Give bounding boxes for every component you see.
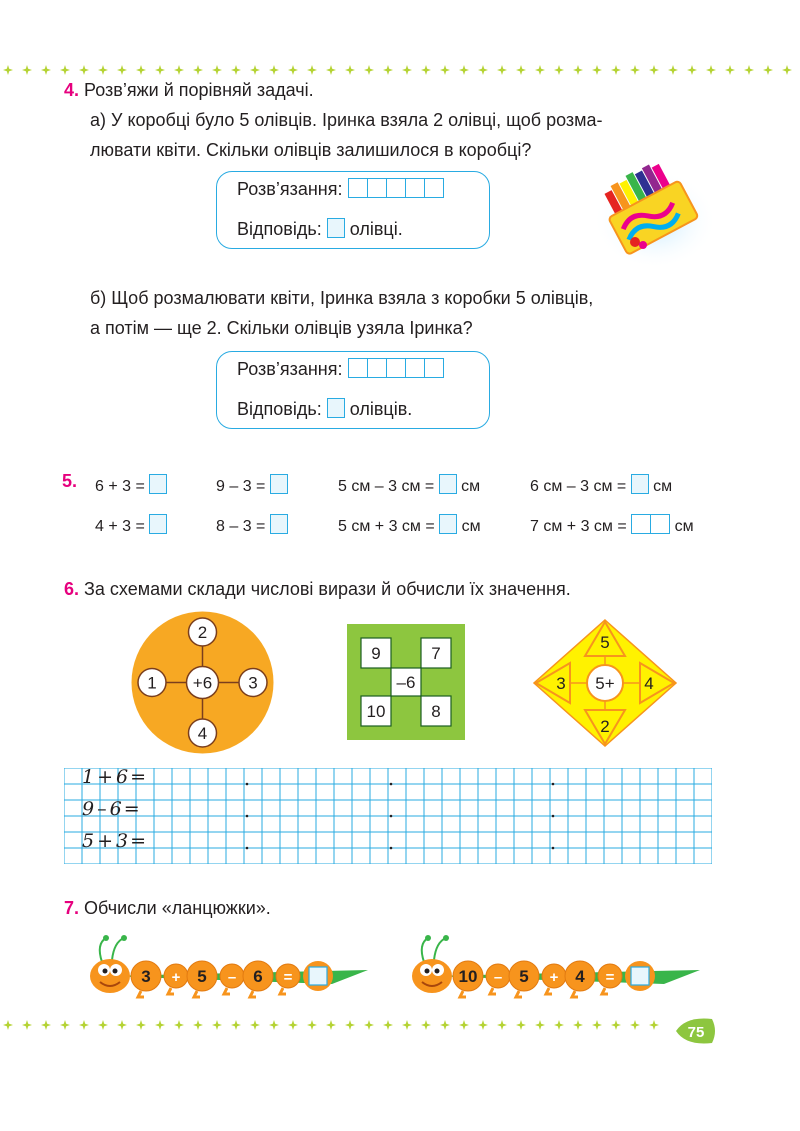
star-icon (649, 1020, 659, 1030)
circle-bottom-label: 4 (197, 724, 208, 743)
star-icon (326, 1020, 336, 1030)
page-number: 75 (687, 1024, 705, 1041)
star-icon (136, 1020, 146, 1030)
writing-grid[interactable] (64, 768, 712, 864)
diamond-bottom-label: 2 (600, 717, 610, 736)
star-icon (288, 1020, 298, 1030)
answer-cells[interactable] (631, 514, 670, 534)
written-expression-1: 1 + 6 = (82, 766, 147, 788)
grid-dot (552, 847, 555, 850)
chain-operator (220, 964, 244, 994)
task5-eq-6: 8 – 3 = (216, 514, 288, 536)
circle-left-label: 1 (147, 673, 157, 693)
task4a-answer-row (237, 218, 403, 240)
task4b-solution-cells[interactable] (348, 358, 444, 378)
task5-eq-1: 6 + 3 = (95, 474, 167, 496)
star-icon (478, 1020, 488, 1030)
star-icon (535, 1020, 545, 1030)
written-expression-2: 9 – 6 = (82, 798, 140, 820)
task6-heading (64, 574, 571, 604)
task4b-line1: б) Щоб розмалювати квіти, Іринка взяла з коробки 5 олівців, (90, 288, 594, 308)
chain-operator (542, 964, 566, 994)
task4-heading (64, 75, 314, 105)
star-icon (22, 1020, 32, 1030)
star-icon (630, 1020, 640, 1030)
square-scheme (347, 624, 465, 740)
grid-dot (390, 847, 393, 850)
chain-number (131, 961, 161, 997)
grid-dot (246, 783, 249, 786)
star-icon (364, 1020, 374, 1030)
task4b-answer-unit: олівців. (349, 399, 413, 419)
star-icon (288, 65, 298, 75)
star-icon (41, 65, 51, 75)
star-icon (459, 1020, 469, 1030)
star-icon (668, 65, 678, 75)
svg-text:=: = (283, 969, 293, 986)
star-icon (611, 1020, 621, 1030)
square-tl-label: 9 (371, 644, 381, 663)
chain-operator (164, 964, 188, 994)
star-icon (231, 65, 241, 75)
svg-text:=: = (605, 969, 615, 986)
caterpillar-chain-2 (410, 932, 720, 1012)
grid-dot (246, 815, 249, 818)
task4-title: Розв’яжи й порівняй задачі. (84, 80, 314, 100)
task4b-answer-label: Відповідь: (237, 399, 322, 419)
task4a-answer-box[interactable] (327, 218, 345, 238)
square-tr-label: 7 (431, 644, 441, 663)
svg-text:–: – (227, 969, 237, 986)
svg-text:6: 6 (253, 967, 263, 986)
task4b-solution-label: Розв’язання: (237, 359, 343, 379)
star-icon (782, 65, 792, 75)
svg-text:5: 5 (197, 967, 207, 986)
star-icon (231, 1020, 241, 1030)
task7-title: Обчисли «ланцюжки». (84, 898, 271, 918)
star-icon (421, 1020, 431, 1030)
task5-eq-8: 7 см + 3 см = см (530, 514, 694, 536)
star-icon (592, 65, 602, 75)
answer-box[interactable] (149, 474, 167, 494)
circle-top-label: 2 (197, 623, 208, 642)
star-icon (3, 1020, 13, 1030)
star-icon (592, 1020, 602, 1030)
chain-operator (276, 964, 300, 994)
task5-number: 5. (62, 471, 78, 491)
star-icon (269, 65, 279, 75)
diamond-right-label: 4 (644, 674, 654, 693)
star-icon (630, 65, 640, 75)
star-icon (573, 65, 583, 75)
star-icon (402, 1020, 412, 1030)
star-icon (174, 65, 184, 75)
square-br-label: 8 (431, 702, 441, 721)
star-icon (98, 1020, 108, 1030)
task5-eq-5: 4 + 3 = (95, 514, 167, 536)
chain-answer-box[interactable] (303, 961, 333, 991)
star-icon (554, 65, 564, 75)
svg-text:3: 3 (141, 967, 151, 986)
star-icon (402, 65, 412, 75)
chain-number (453, 961, 483, 997)
task4a-solution-frame (216, 171, 490, 249)
answer-box[interactable] (439, 474, 457, 494)
task4b-solution-frame (216, 351, 490, 429)
star-icon (649, 65, 659, 75)
star-icon (706, 65, 716, 75)
circle-right-label: 3 (248, 673, 258, 693)
star-icon (117, 1020, 127, 1030)
star-icon (345, 65, 355, 75)
written-expression-3: 5 + 3 = (82, 830, 147, 852)
task7-heading (64, 893, 271, 923)
grid-dot (390, 815, 393, 818)
task5-eq-2: 9 – 3 = (216, 474, 288, 496)
star-icon (383, 65, 393, 75)
task4a-solution-cells[interactable] (348, 178, 444, 198)
diamond-left-label: 3 (556, 674, 566, 693)
star-icon (744, 65, 754, 75)
task6-title: За схемами склади числові вирази й обчисли їх значення. (84, 579, 571, 599)
grid-dot (390, 783, 393, 786)
star-icon (307, 65, 317, 75)
task4a-answer-unit: олівці. (349, 219, 403, 239)
star-icon (497, 65, 507, 75)
star-icon (497, 1020, 507, 1030)
star-icon (60, 65, 70, 75)
star-icon (383, 1020, 393, 1030)
chain-number (243, 961, 273, 997)
svg-text:5: 5 (519, 967, 529, 986)
star-icon (326, 65, 336, 75)
star-icon (136, 65, 146, 75)
star-icon (193, 65, 203, 75)
svg-text:–: – (493, 969, 503, 986)
circle-scheme (130, 610, 275, 755)
circle-center-label: +6 (192, 673, 213, 693)
star-icon (60, 1020, 70, 1030)
star-icon (250, 65, 260, 75)
svg-text:+: + (171, 969, 181, 986)
task4b-line2: а потім — ще 2. Скільки олівців узяла Іринка? (90, 318, 473, 338)
star-icon (611, 65, 621, 75)
page-number-leaf (672, 1016, 720, 1046)
star-icon (3, 65, 13, 75)
task4b-answer-row (237, 398, 412, 420)
answer-box[interactable] (631, 474, 649, 494)
star-icon (22, 65, 32, 75)
task5-eq-7: 5 см + 3 см = см (338, 514, 481, 536)
task4b-solution-row (237, 358, 444, 380)
caterpillar-chain-1 (88, 932, 388, 1012)
grid-dot (552, 815, 555, 818)
answer-box[interactable] (270, 514, 288, 534)
star-icon (516, 1020, 526, 1030)
star-icon (364, 65, 374, 75)
grid-dot (246, 847, 249, 850)
svg-text:4: 4 (575, 967, 585, 986)
star-icon (535, 65, 545, 75)
star-icon (573, 1020, 583, 1030)
task4b-answer-box[interactable] (327, 398, 345, 418)
star-icon (421, 65, 431, 75)
star-icon (516, 65, 526, 75)
star-icon (554, 1020, 564, 1030)
task7-number: 7. (64, 898, 80, 918)
star-icon (155, 65, 165, 75)
star-icon (212, 1020, 222, 1030)
diamond-top-label: 5 (600, 633, 610, 652)
star-icon (440, 65, 450, 75)
svg-text:+: + (549, 969, 559, 986)
star-icon (79, 1020, 89, 1030)
task4a-solution-label: Розв’язання: (237, 179, 343, 199)
chain-number (187, 961, 217, 997)
task4b-text (90, 283, 730, 343)
task5-eq-4: 6 см – 3 см = см (530, 474, 672, 496)
grid-dot (552, 783, 555, 786)
task4a-line2: лювати квіти. Скільки олівців залишилося в коробці? (90, 140, 532, 160)
chain-operator (486, 964, 510, 994)
task4-number: 4. (64, 80, 80, 100)
star-icon (345, 1020, 355, 1030)
task4a-line1: а) У коробці було 5 олівців. Іринка взяла 2 олівці, щоб розма- (90, 110, 603, 130)
star-icon (98, 65, 108, 75)
square-center-label: –6 (396, 673, 416, 692)
pencil-box-picture (590, 150, 720, 265)
star-icon (117, 65, 127, 75)
star-icon (459, 65, 469, 75)
star-icon (155, 1020, 165, 1030)
star-icon (307, 1020, 317, 1030)
caterpillar-head (412, 935, 452, 993)
svg-text:10: 10 (458, 967, 478, 986)
square-bl-label: 10 (366, 702, 386, 721)
diamond-center-label: 5+ (595, 674, 615, 693)
chain-answer-box[interactable] (625, 961, 655, 991)
task5-eq-3: 5 см – 3 см = см (338, 474, 480, 496)
star-icon (269, 1020, 279, 1030)
star-icon (212, 65, 222, 75)
star-icon (725, 65, 735, 75)
star-icon (687, 65, 697, 75)
star-icon (41, 1020, 51, 1030)
star-icon (478, 65, 488, 75)
star-icon (250, 1020, 260, 1030)
star-icon (440, 1020, 450, 1030)
star-icon (174, 1020, 184, 1030)
chain-operator (598, 964, 622, 994)
task4a-solution-row (237, 178, 444, 200)
chain-number (509, 961, 539, 997)
star-icon (79, 65, 89, 75)
answer-box[interactable] (439, 514, 457, 534)
answer-box[interactable] (149, 514, 167, 534)
task4a-answer-label: Відповідь: (237, 219, 322, 239)
diamond-scheme (532, 618, 678, 748)
answer-box[interactable] (270, 474, 288, 494)
chain-number (565, 961, 595, 997)
caterpillar-head (90, 935, 130, 993)
star-icon (193, 1020, 203, 1030)
star-icon (763, 65, 773, 75)
task6-number: 6. (64, 579, 80, 599)
